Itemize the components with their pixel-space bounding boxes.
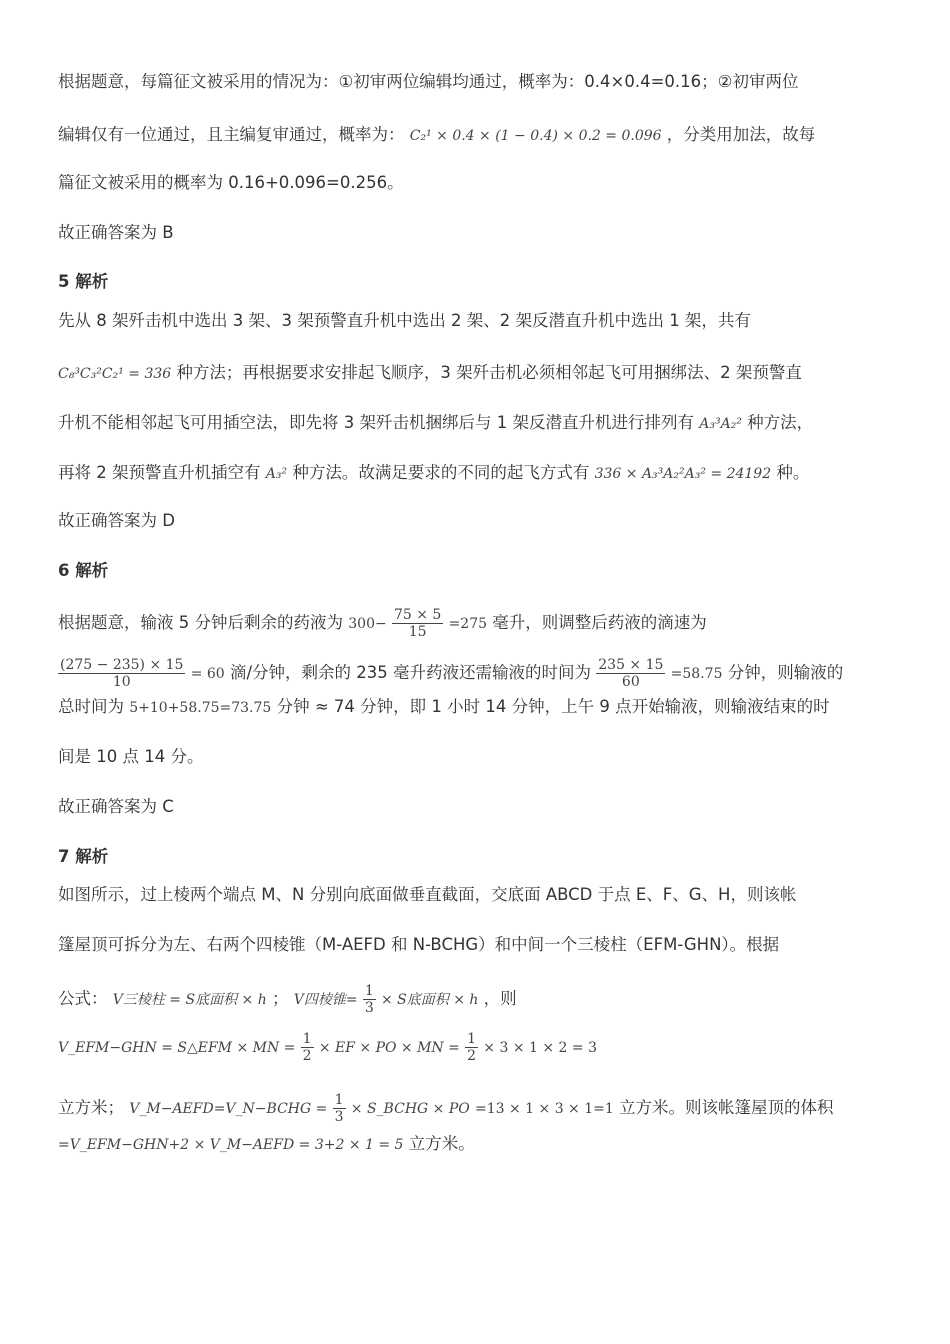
fraction-denominator: 3 [334, 1109, 344, 1125]
sec7-line-5-text-a: 立方米； [58, 1098, 124, 1117]
sec7-line-6-text: 立方米。 [408, 1134, 475, 1153]
sec6-line-4: 间是 10 点 14 分。 [58, 747, 204, 766]
sec6-line-2-text-a: 滴/分钟，剩余的 235 毫升药液还需输液的时间为 [229, 663, 591, 682]
sec7-separator: ； [271, 989, 289, 1008]
sec4-line-2-text-b: ，分类用加法，故每 [666, 125, 816, 144]
sec5-formula-arrangement: A₃³A₂² [699, 416, 742, 432]
sec6-fraction-remaining [392, 607, 443, 640]
sec7-line-4 [58, 1031, 597, 1064]
sec5-formula-insert: A₃² [265, 466, 288, 482]
sec7-line-2: 篷屋顶可拆分为左、右两个四棱锥（M-AEFD 和 N-BCHG）和中间一个三棱柱（EFM-GHN）。根据 [58, 935, 780, 954]
sec6-fraction-drip-rate [58, 657, 185, 690]
fraction-denominator: 15 [408, 624, 427, 640]
sec6-formula-time-post: =58.75 [670, 666, 723, 682]
sec5-line-4-text-c: 种。 [776, 463, 810, 482]
sec6-line-1-text-b: 毫升，则调整后药液的滴速为 [492, 613, 707, 632]
fraction-numerator: 75 × 5 [393, 607, 442, 623]
fraction-denominator: 2 [467, 1048, 477, 1064]
sec7-formula-pyramid-post: × S底面积 × h [381, 992, 479, 1008]
sec5-line-4 [58, 462, 809, 485]
sec6-line-2-text-b: 分钟，则输液的 [727, 663, 844, 682]
sec7-line-6 [58, 1133, 475, 1156]
sec7-fraction-half-2 [465, 1031, 478, 1064]
sec6-line-1-text-a: 根据题意，输液 5 分钟后剩余的药液为 [58, 613, 343, 632]
sec5-line-3 [58, 412, 813, 435]
fraction-numerator: 235 × 15 [598, 657, 664, 673]
sec5-line-2-text: 种方法；再根据要求安排起飞顺序，3 架歼击机必须相邻起飞可用捆绑法、2 架预警直 [176, 363, 802, 382]
sec6-line-3-text-b: 分钟 ≈ 74 分钟，即 1 小时 14 分钟，上午 9 点开始输液，则输液结束的时 [276, 697, 830, 716]
sec6-line-2 [58, 657, 843, 690]
sec5-line-2 [58, 362, 802, 385]
sec4-formula-probability: C₂¹ × 0.4 × (1 − 0.4) × 0.2 = 0.096 [409, 128, 662, 144]
sec7-line-5 [58, 1092, 834, 1125]
sec7-formula-total-volume: =V_EFM−GHN+2 × V_M−AEFD = 3+2 × 1 = 5 [58, 1137, 404, 1153]
sec6-fraction-time [596, 657, 665, 690]
sec6-line-3 [58, 696, 830, 719]
sec7-formula-prism: V三棱柱 = S底面积 × h [112, 992, 267, 1008]
fraction-numerator: (275 − 235) × 15 [60, 657, 184, 673]
fraction-denominator: 10 [112, 674, 131, 690]
sec5-heading: 5 解析 [58, 272, 109, 291]
sec6-line-3-text-a: 总时间为 [58, 697, 124, 716]
sec7-fraction-one-third-2 [333, 1092, 346, 1125]
fraction-numerator: 1 [364, 983, 374, 999]
sec5-formula-total: 336 × A₃³A₂²A₃² = 24192 [594, 466, 772, 482]
sec7-formula-prism-volume-a: V_EFM−GHN = S△EFM × MN = [58, 1040, 296, 1056]
fraction-denominator: 60 [621, 674, 640, 690]
sec5-line-3-text-b: 种方法， [747, 413, 814, 432]
sec7-line-3 [58, 983, 517, 1016]
sec6-formula-total-time: 5+10+58.75=73.75 [129, 700, 272, 716]
sec7-formula-pyramid-volume-c: =13 × 1 × 3 × 1=1 [474, 1101, 614, 1117]
sec5-answer: 故正确答案为 D [58, 511, 175, 530]
sec6-answer: 故正确答案为 C [58, 797, 174, 816]
sec4-line-3: 篇征文被采用的概率为 0.16+0.096=0.256。 [58, 173, 404, 192]
sec4-line-2 [58, 124, 815, 147]
sec5-line-1: 先从 8 架歼击机中选出 3 架、3 架预警直升机中选出 2 架、2 架反潜直升机中选出 1 架，共有 [58, 311, 751, 330]
fraction-denominator: 3 [364, 1000, 374, 1016]
sec7-heading: 7 解析 [58, 847, 109, 866]
fraction-denominator: 2 [302, 1048, 312, 1064]
sec5-line-4-text-a: 再将 2 架预警直升机插空有 [58, 463, 261, 482]
sec6-formula-remaining-post: =275 [448, 616, 488, 632]
sec5-line-4-text-b: 种方法。故满足要求的不同的起飞方式有 [292, 463, 590, 482]
sec7-line-3-text-a: 公式： [58, 989, 108, 1008]
sec7-line-3-text-b: ，则 [483, 989, 517, 1008]
sec6-line-1 [58, 607, 707, 640]
sec4-line-1: 根据题意，每篇征文被采用的情况为：①初审两位编辑均通过，概率为：0.4×0.4=0.16；②初审两位 [58, 72, 799, 91]
fraction-numerator: 1 [302, 1031, 312, 1047]
fraction-numerator: 1 [334, 1092, 344, 1108]
sec7-formula-pyramid-volume-b: × S_BCHG × PO [350, 1101, 470, 1117]
sec5-line-3-text-a: 升机不能相邻起飞可用插空法，即先将 3 架歼击机捆绑后与 1 架反潜直升机进行排列有 [58, 413, 694, 432]
sec5-formula-combinations: C₈³C₃²C₂¹ = 336 [58, 366, 172, 382]
sec6-heading: 6 解析 [58, 561, 109, 580]
fraction-numerator: 1 [467, 1031, 477, 1047]
sec7-fraction-one-third [363, 983, 376, 1016]
sec4-answer: 故正确答案为 B [58, 223, 174, 242]
sec6-formula-drip-rate-post: = 60 [190, 666, 225, 682]
sec7-fraction-half-1 [301, 1031, 314, 1064]
sec7-formula-pyramid-volume-a: V_M−AEFD=V_N−BCHG = [129, 1101, 328, 1117]
sec4-line-2-text-a: 编辑仅有一位通过，且主编复审通过，概率为： [58, 125, 405, 144]
sec7-formula-prism-volume-c: × 3 × 1 × 2 = 3 [483, 1040, 597, 1056]
sec6-formula-remaining-pre: 300− [348, 616, 387, 632]
sec7-formula-pyramid-pre: V四棱锥= [293, 992, 358, 1008]
sec7-formula-prism-volume-b: × EF × PO × MN = [318, 1040, 460, 1056]
sec7-line-5-text-b: 立方米。则该帐篷屋顶的体积 [619, 1098, 834, 1117]
sec7-line-1: 如图所示，过上棱两个端点 M、N 分别向底面做垂直截面，交底面 ABCD 于点 E、F、G、H，则该帐 [58, 885, 797, 904]
